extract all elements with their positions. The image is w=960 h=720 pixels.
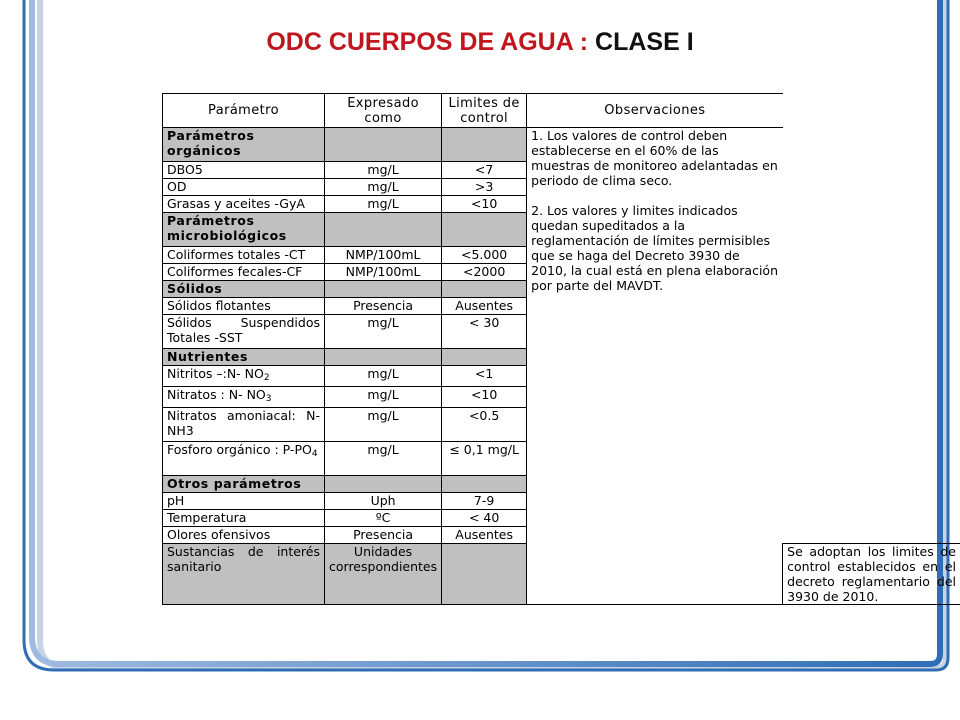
unit-cell: Unidades correspondientes — [325, 544, 442, 605]
unit-cell: mg/L — [325, 315, 442, 349]
subscript: 4 — [311, 449, 318, 459]
unit-cell: mg/L — [325, 196, 442, 213]
section-label: Nutrientes — [163, 349, 325, 366]
subscript: 3 — [265, 394, 272, 404]
observation-2: 2. Los valores y limites indicados quedan supeditados a la reglamentación de límites permisibles que se haga del Decreto 3930 de 2010, la cual está en plena elaboración por parte del MAVDT. — [531, 203, 779, 293]
header-parametro: Parámetro — [163, 94, 325, 128]
grey-cell — [325, 349, 442, 366]
unit-cell: Presencia — [325, 527, 442, 544]
table-header-row — [163, 94, 960, 128]
limit-cell — [442, 544, 527, 605]
param-cell: Coliformes totales -CT — [163, 247, 325, 264]
unit-cell: NMP/100mL — [325, 264, 442, 281]
header-observaciones: Observaciones — [527, 94, 783, 128]
grey-cell — [325, 213, 442, 247]
section-label: Parámetros microbiológicos — [163, 213, 325, 247]
unit-cell: mg/L — [325, 408, 442, 442]
param-cell: Nitratos amoniacal: N-NH3 — [163, 408, 325, 442]
limit-cell: <7 — [442, 162, 527, 179]
section-label: Parámetros orgánicos — [163, 128, 325, 162]
limit-cell: 7-9 — [442, 493, 527, 510]
section-row-organicos — [163, 128, 960, 162]
limit-cell: Ausentes — [442, 298, 527, 315]
limit-cell: <10 — [442, 196, 527, 213]
param-text: Fosforo orgánico : P-PO — [167, 442, 312, 457]
grey-cell — [442, 128, 527, 162]
param-cell: Temperatura — [163, 510, 325, 527]
param-cell: Coliformes fecales-CF — [163, 264, 325, 281]
grey-cell — [442, 281, 527, 298]
unit-cell: Presencia — [325, 298, 442, 315]
grey-cell — [442, 476, 527, 493]
title-red-part: ODC CUERPOS DE AGUA : — [266, 28, 596, 56]
param-cell — [163, 366, 325, 387]
section-label: Sólidos — [163, 281, 325, 298]
observation-1: 1. Los valores de control deben establecerse en el 60% de las muestras de monitoreo adelantadas en periodo de clima seco. — [531, 128, 778, 188]
unit-cell: mg/L — [325, 162, 442, 179]
odc-table — [162, 93, 960, 605]
unit-cell: Uph — [325, 493, 442, 510]
param-cell: Sustancias de interés sanitario — [163, 544, 325, 605]
limit-cell: <10 — [442, 387, 527, 408]
param-cell — [163, 442, 325, 476]
limit-cell: <2000 — [442, 264, 527, 281]
limit-cell: < 40 — [442, 510, 527, 527]
grey-cell — [442, 213, 527, 247]
grey-cell — [325, 128, 442, 162]
unit-cell: NMP/100mL — [325, 247, 442, 264]
observations-cell — [527, 128, 783, 605]
unit-cell: mg/L — [325, 442, 442, 476]
grey-cell — [442, 349, 527, 366]
limit-cell: <0.5 — [442, 408, 527, 442]
slide-title — [0, 28, 960, 57]
unit-cell: mg/L — [325, 387, 442, 408]
param-cell: Sólidos flotantes — [163, 298, 325, 315]
param-cell — [163, 387, 325, 408]
limit-cell: <5.000 — [442, 247, 527, 264]
header-expresado: Expresado como — [325, 94, 442, 128]
observation-3: Se adoptan los limites de control establecidos en el decreto reglamentario del 3930 de 2010. — [783, 544, 960, 605]
limit-cell: >3 — [442, 179, 527, 196]
limit-cell: < 30 — [442, 315, 527, 349]
limit-cell: ≤ 0,1 mg/L — [442, 442, 527, 476]
param-cell: pH — [163, 493, 325, 510]
param-cell: OD — [163, 179, 325, 196]
subscript: 2 — [263, 373, 270, 383]
param-cell: Olores ofensivos — [163, 527, 325, 544]
unit-cell: ºC — [325, 510, 442, 527]
param-text: Nitritos –:N- NO — [167, 366, 264, 381]
unit-cell: mg/L — [325, 179, 442, 196]
grey-cell — [325, 476, 442, 493]
param-cell: Sólidos Suspendidos Totales -SST — [163, 315, 325, 349]
unit-cell: mg/L — [325, 366, 442, 387]
param-cell: DBO5 — [163, 162, 325, 179]
grey-cell — [325, 281, 442, 298]
limit-cell: Ausentes — [442, 527, 527, 544]
header-limites: Limites de control — [442, 94, 527, 128]
param-text: Nitratos : N- NO — [167, 387, 266, 402]
title-black-part: CLASE I — [595, 28, 694, 56]
section-label: Otros parámetros — [163, 476, 325, 493]
param-cell: Grasas y aceites -GyA — [163, 196, 325, 213]
limit-cell: <1 — [442, 366, 527, 387]
